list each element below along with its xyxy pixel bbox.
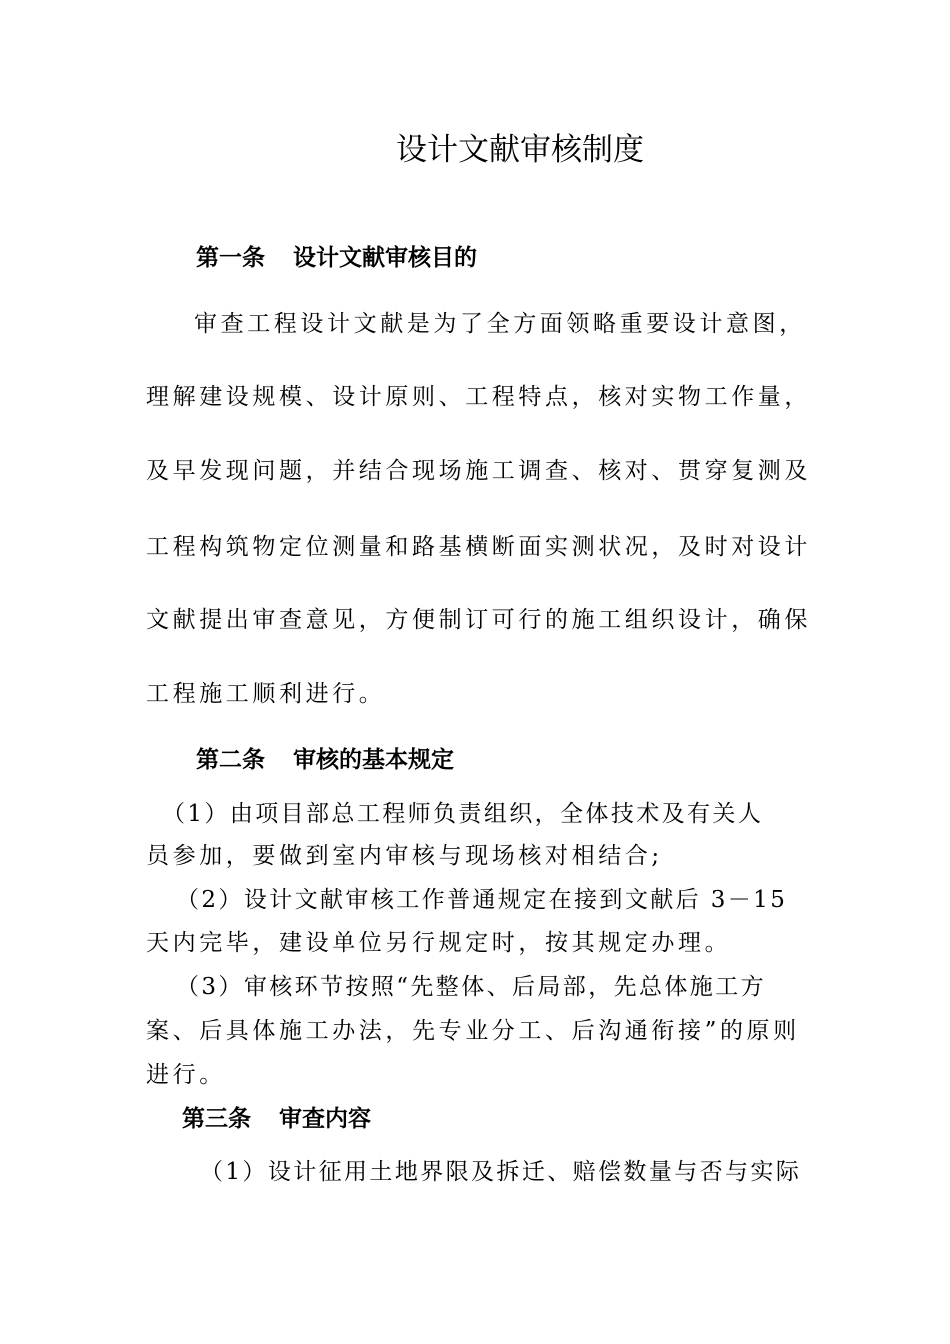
article-1-line: 审查工程设计文献是为了全方面领略重要设计意图， [194,311,806,337]
article-1-number: 第一条 [196,245,265,271]
article-1-line: 理解建设规模、设计原则、工程特点，核对实物工作量， [146,384,811,410]
article-2-heading [196,744,454,776]
article-1-line: 文献提出审查意见，方便制订可行的施工组织设计，确保 [146,607,811,633]
article-3-heading [182,1103,371,1135]
article-3-title: 审查内容 [279,1106,371,1132]
document-title: 设计文献审核制度 [396,132,644,168]
article-3-line: （1）设计征用土地界限及拆迁、赔偿数量与否与实际 [200,1159,802,1185]
article-2-line: 员参加，要做到室内审核与现场核对相结合; [146,843,663,869]
article-2-line: （3）审核环节按照“先整体、后局部，先总体施工方 [176,974,766,1000]
article-2-line: 天内完毕，建设单位另行规定时，按其规定办理。 [146,930,732,956]
article-2-number: 第二条 [196,747,265,773]
article-2-title: 审核的基本规定 [293,747,454,773]
article-1-line: 及早发现问题，并结合现场施工调查、核对、贯穿复测及 [146,458,811,484]
article-3-number: 第三条 [182,1106,251,1132]
article-1-line: 工程施工顺利进行。 [146,681,386,707]
article-2-line: （1）由项目部总工程师负责组织，全体技术及有关人 [162,801,764,827]
article-1-title: 设计文献审核目的 [293,245,477,271]
article-1-line: 工程构筑物定位测量和路基横断面实测状况，及时对设计 [146,534,811,560]
article-2-line: 进行。 [146,1062,226,1088]
article-2-line: 案、后具体施工办法，先专业分工、后沟通衔接”的原则 [146,1018,800,1044]
article-2-line: （2）设计文献审核工作普通规定在接到文献后 3－15 [176,887,788,913]
article-1-heading [196,242,477,274]
